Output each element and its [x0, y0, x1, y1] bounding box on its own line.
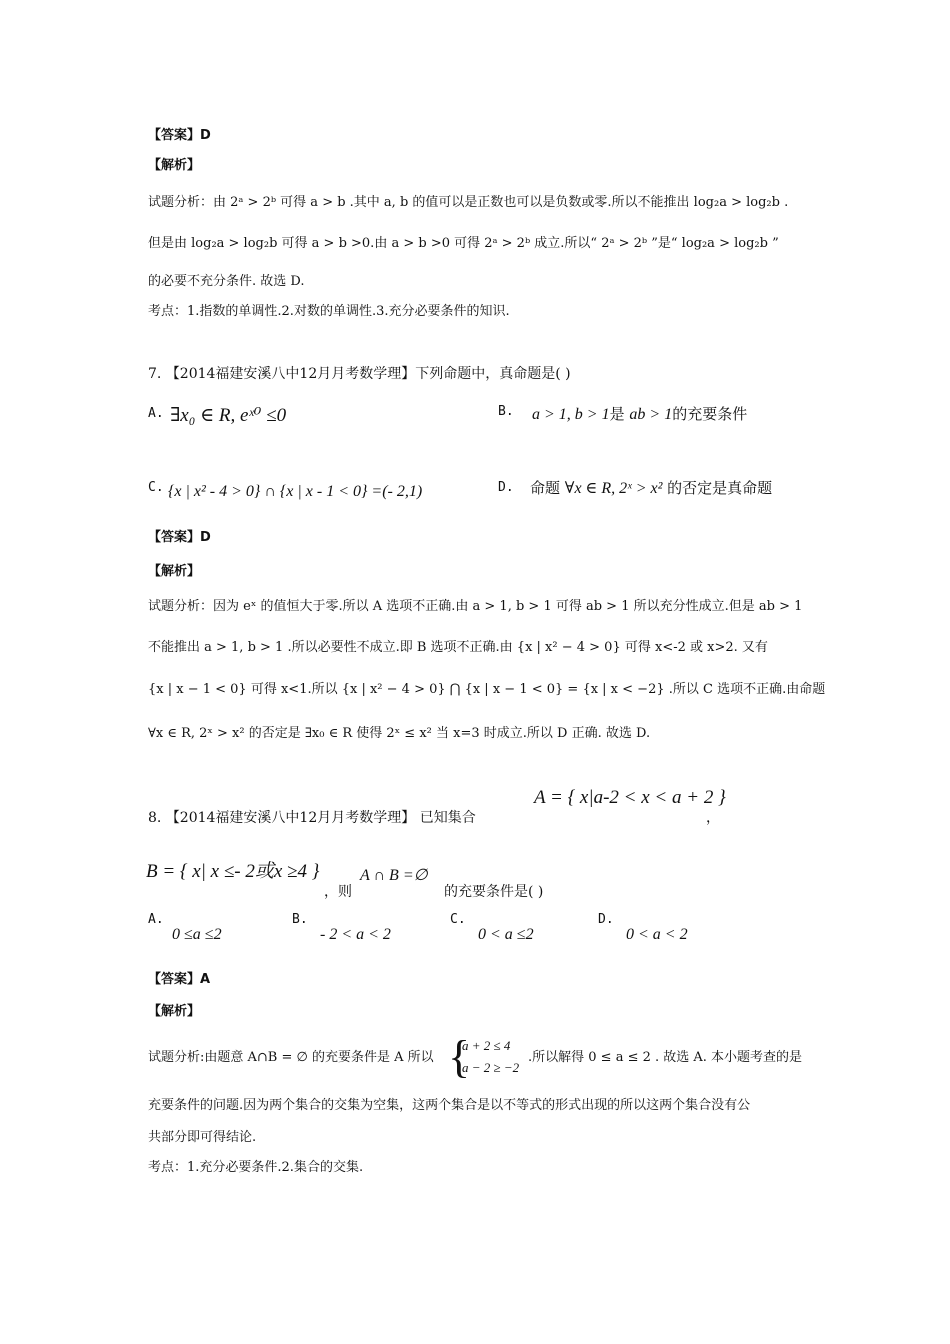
q8-stem: 8. 【2014福建安溪八中12月月考数学理】 已知集合 — [148, 810, 476, 826]
q7-option-b-math2: ab > 1 — [629, 406, 673, 423]
q7-analysis-line1: 试题分析：因为 eˣ 的值恒大于零.所以 A 选项不正确.由 a > 1, b > 1 可得 ab > 1 所以充分性成立.但是 ab > 1 — [148, 599, 803, 614]
q8-system-top: a + 2 ≤ 4 — [462, 1038, 511, 1053]
q7-stem: 7. 【2014福建安溪八中12月月考数学理】下列命题中，真命题是( ) — [148, 366, 571, 382]
q8-option-d-label: D. — [598, 912, 614, 927]
q8-stem-tail: 的充要条件是( ) — [444, 884, 544, 900]
q8-analysis-line3: 共部分即可得结论. — [148, 1130, 257, 1145]
q7-option-b-label: B. — [498, 404, 514, 419]
q8-option-c: 0 < a ≤2 — [478, 926, 534, 943]
q7-option-b-math1: a > 1, b > 1 — [532, 406, 610, 423]
q8-kaodian: 考点：1.充分必要条件.2.集合的交集. — [148, 1160, 364, 1175]
q8-system-bottom: a − 2 ≥ −2 — [462, 1060, 520, 1075]
q7-option-d-math: ∀x ∈ R, 2ˣ > x² — [564, 480, 663, 497]
q7-answer: 【答案】D — [148, 530, 211, 545]
q7-option-b — [532, 404, 747, 425]
q6-kaodian: 考点：1.指数的单调性.2.对数的单调性.3.充分必要条件的知识. — [148, 304, 510, 319]
q8-option-b: - 2 < a < 2 — [320, 926, 391, 943]
q7-analysis-line4: ∀x ∈ R, 2ˣ > x² 的否定是 ∃x₀ ∈ R 使得 2ˣ ≤ x² 当 x=3 时成立.所以 D 正确. 故选 D. — [148, 726, 651, 741]
q7-option-a: ∃x₀ ∈ R, eˣ⁰ ≤0 — [170, 405, 287, 426]
q8-option-d: 0 < a < 2 — [626, 926, 688, 943]
q7-option-a-label: A. — [148, 406, 164, 421]
q7-analysis-title: 【解析】 — [148, 564, 201, 579]
q8-analysis-line1b: .所以解得 0 ≤ a ≤ 2 . 故选 A. 本小题考查的是 — [528, 1050, 803, 1065]
q7-option-b-text2: 的充要条件 — [672, 405, 748, 423]
q8-option-a: 0 ≤a ≤2 — [172, 926, 222, 943]
q7-option-d-label: D. — [498, 480, 514, 495]
q7-option-b-text1: 是 — [609, 405, 625, 423]
q8-set-a: A = { x|a-2 < x < a + 2 } — [534, 787, 726, 808]
q8-analysis-title: 【解析】 — [148, 1004, 201, 1019]
q7-analysis-line2: 不能推出 a > 1, b > 1 .所以必要性不成立.即 B 选项不正确.由 {x | x² − 4 > 0} 可得 x<-2 或 x>2. 又有 — [148, 640, 768, 655]
q8-comma: ， — [706, 810, 720, 826]
q8-option-a-label: A. — [148, 912, 164, 927]
q7-option-d-text1: 命题 — [530, 479, 561, 497]
q7-option-c: {x | x² - 4 > 0} ∩ {x | x - 1 < 0} =(- 2,1) — [168, 483, 423, 500]
q8-set-b: B = { x| x ≤- 2或x ≥4 } — [146, 861, 320, 882]
q6-answer: 【答案】D — [148, 128, 211, 143]
q6-analysis-line3: 的必要不充分条件. 故选 D. — [148, 274, 305, 289]
q7-analysis-line3: {x | x − 1 < 0} 可得 x<1.所以 {x | x² − 4 > 0} ⋂ {x | x − 1 < 0} = {x | x < −2} .所以 C 选项不正确.由命题 — [148, 682, 826, 697]
q8-condition: A ∩ B =∅ — [360, 867, 428, 884]
q8-option-c-label: C. — [450, 912, 466, 927]
q7-option-d-text2: 的否定是真命题 — [667, 479, 773, 497]
q6-analysis-title: 【解析】 — [148, 158, 201, 173]
system-brace: { — [448, 1031, 471, 1082]
q6-analysis-line2: 但是由 log₂a > log₂b 可得 a > b >0.由 a > b >0 可得 2ᵃ > 2ᵇ 成立.所以“ 2ᵃ > 2ᵇ ”是“ log₂a > log₂b ” — [148, 236, 779, 251]
q7-option-d — [530, 478, 772, 499]
q8-option-b-label: B. — [292, 912, 308, 927]
q8-analysis-line1a: 试题分析:由题意 A∩B = ∅ 的充要条件是 A 所以 — [148, 1050, 434, 1065]
q8-analysis-line2: 充要条件的问题.因为两个集合的交集为空集，这两个集合是以不等式的形式出现的所以这两个集合没有公 — [148, 1098, 751, 1113]
q7-option-c-label: C. — [148, 480, 164, 495]
q8-answer: 【答案】A — [148, 972, 211, 987]
q8-then: ，则 — [324, 884, 352, 900]
q6-analysis-line1: 试题分析：由 2ᵃ > 2ᵇ 可得 a > b .其中 a, b 的值可以是正数也可以是负数或零.所以不能推出 log₂a > log₂b . — [148, 195, 789, 210]
